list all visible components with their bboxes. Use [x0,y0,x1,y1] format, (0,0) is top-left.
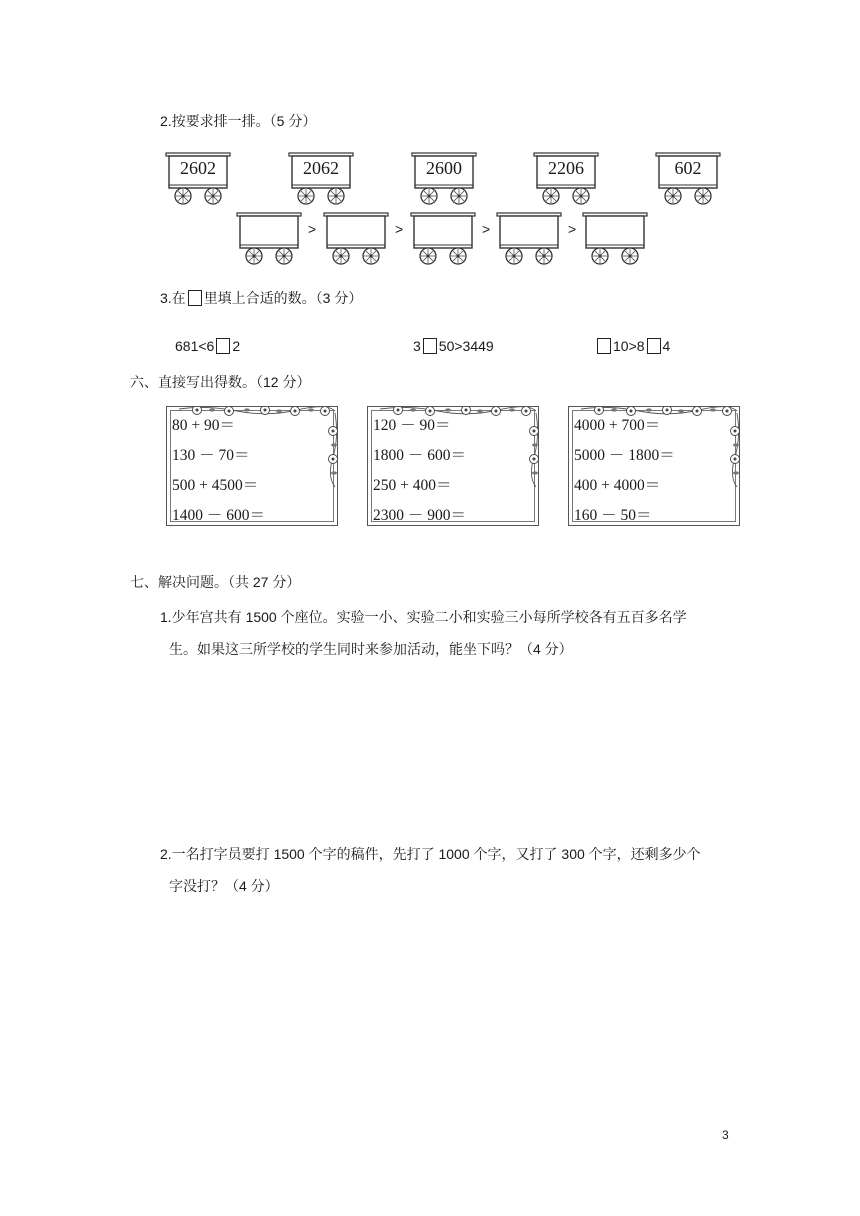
calc-expression: 120 － 90＝ [373,417,451,434]
q3-item-1-after: 2 [232,338,241,354]
q3-title-prefix: 3.在 [160,290,186,306]
problem-1-line-1: 1.少年宫共有 1500 个座位。实验一小、实验二小和实验三小每所学校各有五百多名学 [160,609,687,625]
q3-title-suffix: 里填上合适的数。（3 分） [203,290,363,306]
calc-expression: 130 － 70＝ [172,447,250,464]
number-cart [655,152,721,206]
problem-2-line-1: 2.一名打字员要打 1500 个字的稿件，先打了 1000 个字，又打了 300 个字，还剩多少个 [160,846,701,862]
answer-cart[interactable] [410,212,476,266]
problem-1-line-2: 生。如果这三所学校的学生同时来参加活动，能坐下吗？（4 分） [169,641,573,657]
calc-expression: 2300 － 900＝ [373,507,467,524]
q3-item-2 [413,336,494,356]
answer-blank[interactable] [423,338,437,354]
section-7-title: 七、解决问题。（共 27 分） [130,574,301,590]
number-cart [533,152,599,206]
cart-number: 2206 [548,158,584,178]
q3-item-2-after: 50>3449 [438,338,494,354]
cart-number: 2600 [426,158,462,178]
calc-expression: 250 + 400＝ [373,477,452,494]
q3-title [160,288,362,308]
cart-number: 2062 [303,158,339,178]
calc-expression: 1400 － 600＝ [172,507,266,524]
calc-box [367,406,539,526]
calc-expression: 500 + 4500＝ [172,477,259,494]
cart-number: 2602 [180,158,216,178]
answer-blank[interactable] [597,338,611,354]
greater-than-sign: > [308,221,317,237]
answer-blank[interactable] [647,338,661,354]
problem-2-line-2: 字没打？（4 分） [169,878,279,894]
number-cart [288,152,354,206]
answer-cart[interactable] [496,212,562,266]
greater-than-sign: > [395,221,404,237]
calc-expression: 80 + 90＝ [172,417,235,434]
q3-item-1-before: 681<6 [175,338,215,354]
answer-cart[interactable] [323,212,389,266]
calc-expression: 5000 － 1800＝ [574,447,675,464]
number-cart [165,152,231,206]
q3-item-3-after: 4 [662,338,671,354]
q3-item-3-middle: 10>8 [613,338,645,354]
q3-item-2-before: 3 [413,338,421,354]
calc-expression: 1800 － 600＝ [373,447,467,464]
q3-item-1 [175,336,240,356]
calc-box [166,406,338,526]
calc-expression: 400 + 4000＝ [574,477,661,494]
q2-title: 2.按要求排一排。（5 分） [160,113,317,129]
number-cart [411,152,477,206]
blank-square-icon [188,290,202,306]
section-6-title: 六、直接写出得数。（12 分） [130,374,311,390]
page-number: 3 [722,1128,729,1142]
calc-box [568,406,740,526]
answer-blank[interactable] [216,338,230,354]
greater-than-sign: > [568,221,577,237]
calc-expression: 160 － 50＝ [574,507,652,524]
cart-number: 602 [674,158,702,178]
q3-item-3 [595,336,670,356]
greater-than-sign: > [482,221,491,237]
answer-cart[interactable] [236,212,302,266]
answer-cart[interactable] [582,212,648,266]
calc-expression: 4000 + 700＝ [574,417,661,434]
